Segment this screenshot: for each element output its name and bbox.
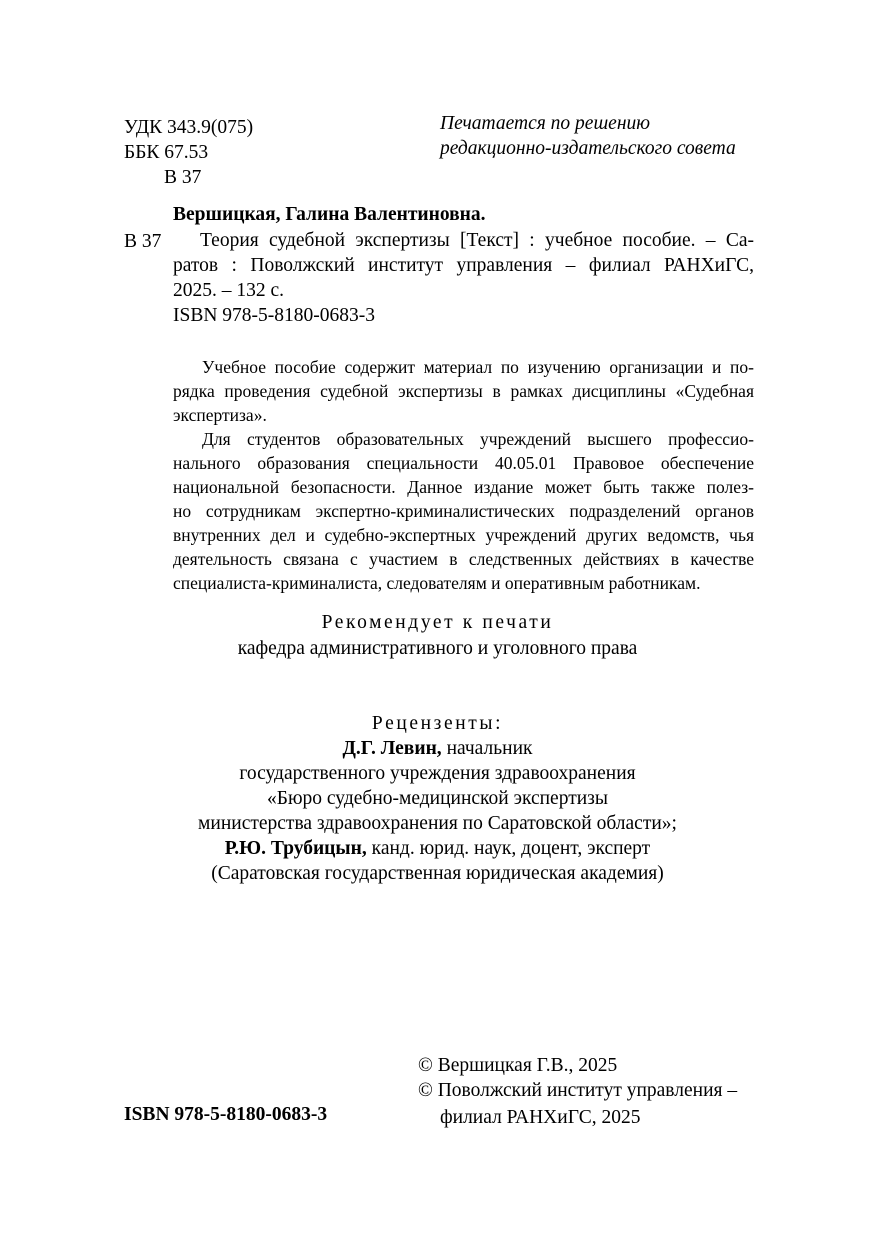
- print-note-line-1: Печатается по решению: [440, 113, 651, 134]
- recommendation-department: кафедра административного и уголовного права: [237, 638, 638, 659]
- reviewer-2-line-1: [0, 836, 875, 861]
- reviewer-1-name: Д.Г. Левин,: [342, 738, 442, 759]
- udk-code: УДК 343.9(075): [124, 117, 254, 138]
- annotation-p2-line-5: внутренних дел и судебно-экспертных учреждений других ведомств, чья: [173, 525, 754, 545]
- reviewer-2-name: Р.Ю. Трубицын,: [224, 838, 367, 859]
- copyright-author: © Вершицкая Г.В., 2025: [418, 1055, 618, 1076]
- bib-title-line-2: ратов : Поволжский институт управления – филиал РАНХиГС,: [173, 255, 754, 276]
- annotation-p2-line-2: нального образования специальности 40.05.01 Правовое обеспечение: [173, 453, 754, 473]
- bib-author: Вершицкая, Галина Валентиновна.: [173, 204, 486, 225]
- reviewer-1-line-2: государственного учреждения здравоохранения: [239, 763, 636, 784]
- annotation-p2-line-4: но сотрудникам экспертно-криминалистических подразделений органов: [173, 501, 754, 521]
- reviewer-1-line-3: «Бюро судебно-медицинской экспертизы: [267, 788, 608, 809]
- annotation-p1-line-2: рядка проведения судебной экспертизы в рамках дисциплины «Судебная: [173, 381, 754, 401]
- bib-isbn: ISBN 978-5-8180-0683-3: [173, 305, 376, 326]
- annotation-p2-line-6: деятельность связана с участием в следственных действиях в качестве: [173, 549, 754, 569]
- author-mark: В 37: [164, 167, 202, 188]
- recommendation-heading: Рекомендует к печати: [321, 612, 554, 633]
- reviewer-2-role: канд. юрид. наук, доцент, эксперт: [366, 838, 651, 859]
- copyright-institute-line-1: © Поволжский институт управления –: [418, 1080, 738, 1101]
- bib-title-line-3: 2025. – 132 с.: [173, 280, 285, 301]
- print-note-line-2: редакционно-издательского совета: [440, 138, 736, 159]
- bib-mark: В 37: [124, 231, 162, 252]
- reviewer-1-line-4: министерства здравоохранения по Саратовской области»;: [198, 813, 677, 834]
- reviewer-1-role: начальник: [441, 738, 533, 759]
- annotation-p2-line-3: национальной безопасности. Данное издание может быть также полез-: [173, 477, 754, 497]
- annotation-p1-line-1: Учебное пособие содержит материал по изучению организации и по-: [202, 357, 754, 377]
- reviewers-heading: Рецензенты:: [371, 713, 504, 734]
- bib-title-line-1: Теория судебной экспертизы [Текст] : учебное пособие. – Са-: [200, 230, 754, 251]
- annotation-p2-line-1: Для студентов образовательных учреждений высшего профессио-: [202, 429, 754, 449]
- annotation-p2-line-7: специалиста-криминалиста, следователям и оперативным работникам.: [173, 573, 701, 593]
- footer-isbn: ISBN 978-5-8180-0683-3: [124, 1104, 328, 1125]
- reviewer-1-line-1: [0, 736, 875, 761]
- reviewer-2-line-2: (Саратовская государственная юридическая академия): [211, 863, 664, 884]
- annotation-p1-line-3: экспертиза».: [173, 405, 267, 425]
- copyright-institute-line-2: филиал РАНХиГС, 2025: [440, 1107, 641, 1128]
- bbk-code: ББК 67.53: [124, 142, 209, 163]
